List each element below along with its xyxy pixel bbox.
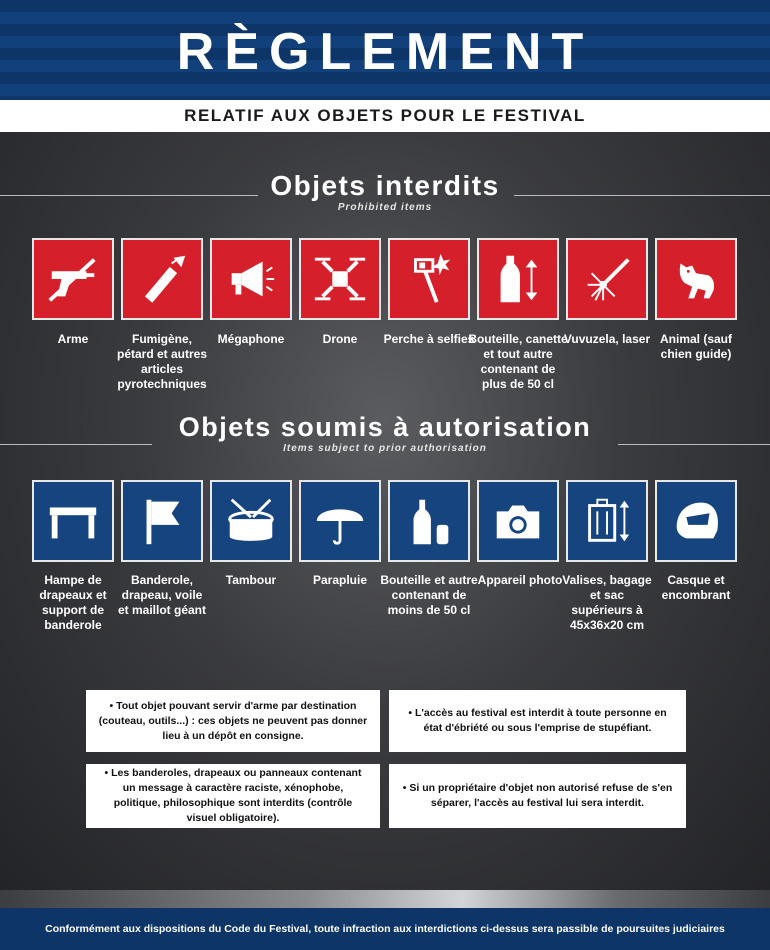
- helmet-icon: [667, 492, 725, 550]
- note-ebriete: • L'accès au festival est interdit à toute personne en état d'ébriété ou sous l'emprise de stupéfiant.: [389, 690, 686, 752]
- tile-megaphone: [210, 238, 292, 320]
- suitcase-icon: [578, 492, 636, 550]
- authorised-section-subtitle: Items subject to prior authorisation: [283, 443, 487, 454]
- label-drone: Drone: [322, 332, 358, 346]
- tile-hampe: [32, 480, 114, 562]
- prohibited-section-subtitle: Prohibited items: [337, 202, 433, 213]
- label-megaphone: Mégaphone: [217, 332, 285, 346]
- flare-icon: [133, 250, 191, 308]
- label-hampe: Hampe de drapeaux et support de banderole: [39, 573, 107, 632]
- label-bouteille-petite: Bouteille et autre contenant de moins de 50 cl: [380, 573, 478, 617]
- tile-fumigene: [121, 238, 203, 320]
- label-appareil-photo: Appareil photo: [477, 573, 563, 587]
- authorised-section-title: Objets soumis à autorisation: [178, 412, 592, 442]
- tile-vuvuzela-laser: [566, 238, 648, 320]
- laser-icon: [578, 250, 636, 308]
- tile-animal: [655, 238, 737, 320]
- tile-valises: [566, 480, 648, 562]
- animal-icon: [667, 250, 725, 308]
- label-parapluie: Parapluie: [312, 573, 368, 587]
- label-casque: Casque et encombrant: [661, 573, 731, 602]
- label-bouteille-grande: Bouteille, canette et tout autre contenant de plus de 50 cl: [468, 332, 568, 391]
- umbrella-icon: [311, 492, 369, 550]
- label-banderole: Banderole, drapeau, voile et maillot géant: [117, 573, 206, 617]
- tile-banderole: [121, 480, 203, 562]
- label-valises: Valises, bagage et sac supérieurs à 45x36x20 cm: [562, 573, 652, 632]
- header-banner: [0, 0, 770, 100]
- tile-casque: [655, 480, 737, 562]
- page-subtitle: RELATIF AUX OBJETS POUR LE FESTIVAL: [0, 100, 770, 132]
- selfie-stick-icon: [400, 250, 458, 308]
- tile-bouteille-grande: [477, 238, 559, 320]
- label-tambour: Tambour: [225, 573, 277, 587]
- label-arme: Arme: [57, 332, 89, 346]
- bottle-large-icon: [489, 250, 547, 308]
- note-banderoles: • Les banderoles, drapeaux ou panneaux contenant un message à caractère raciste, xénophobe, politique, philosophique sont interdits (contrôle visuel obligatoire).: [86, 764, 380, 828]
- tile-bouteille-petite: [388, 480, 470, 562]
- tile-tambour: [210, 480, 292, 562]
- note-refus: • Si un propriétaire d'objet non autorisé refuse de s'en séparer, l'accès au festival lui sera interdit.: [389, 764, 686, 828]
- bottle-small-icon: [400, 492, 458, 550]
- page-title: RÈGLEMENT: [176, 23, 594, 81]
- tile-drone: [299, 238, 381, 320]
- prohibited-section-title: Objets interdits: [270, 170, 500, 201]
- megaphone-icon: [222, 250, 280, 308]
- flag-icon: [133, 492, 191, 550]
- tile-perche: [388, 238, 470, 320]
- label-fumigene: Fumigène, pétard et autres articles pyrotechniques: [116, 332, 208, 391]
- footer-legal-text: Conformément aux dispositions du Code du Festival, toute infraction aux interdictions ci-dessus sera passible de poursuites judiciaires: [0, 908, 770, 950]
- label-perche: Perche à selfies: [383, 332, 475, 346]
- tile-appareil-photo: [477, 480, 559, 562]
- label-vuvuzela: Vuvuzela, laser: [563, 332, 651, 346]
- tile-arme: [32, 238, 114, 320]
- label-animal: Animal (sauf chien guide): [659, 332, 732, 361]
- tile-parapluie: [299, 480, 381, 562]
- footer-divider: [0, 890, 770, 908]
- camera-icon: [489, 492, 547, 550]
- gun-icon: [44, 250, 102, 308]
- drum-icon: [222, 492, 280, 550]
- drone-icon: [311, 250, 369, 308]
- flagpole-support-icon: [44, 492, 102, 550]
- note-armes-par-destination: • Tout objet pouvant servir d'arme par destination (couteau, outils...) : ces objets ne peuvent pas donner lieu à un dépôt en consigne.: [86, 690, 380, 752]
